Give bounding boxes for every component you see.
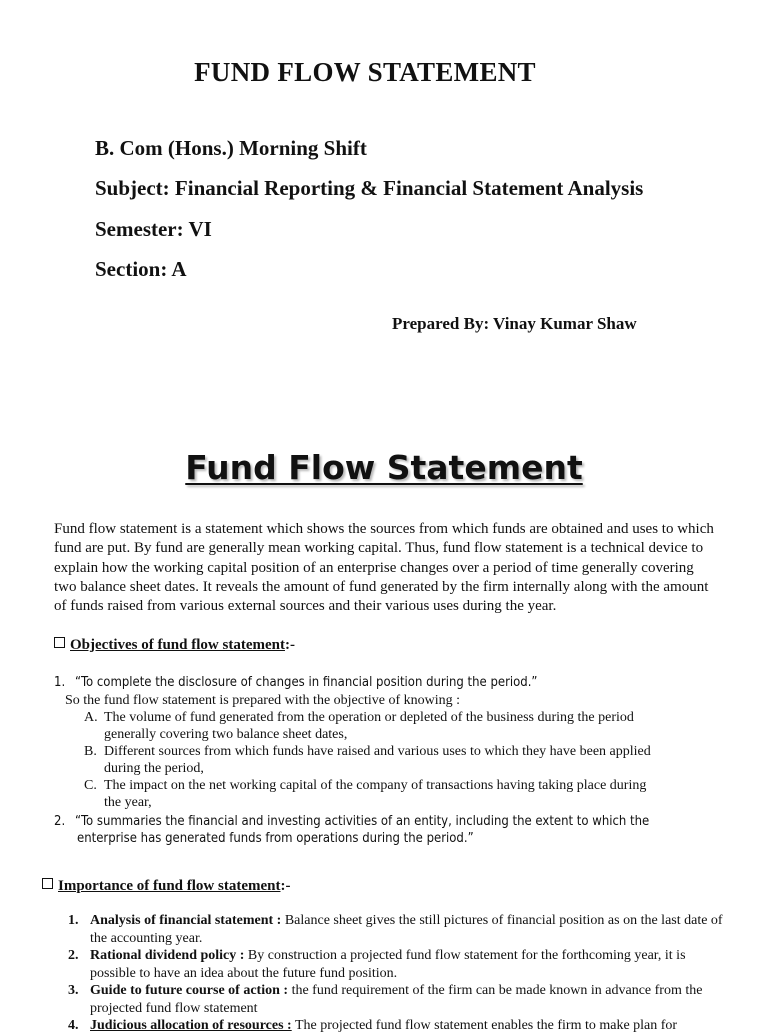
objectives-heading-suffix: :- [284,637,295,653]
objective-intro: So the fund flow statement is prepared with the objective of knowing : [65,693,461,708]
list-item-body: Balance sheet gives the still pictures of financial position as on the last date of the accounting year. [90,913,723,946]
prepared-by: Prepared By: Vinay Kumar Shaw [392,314,637,333]
objective-item-text: The impact on the net working capital of the company of transactions having taking place during [104,778,647,793]
list-item-body: The projected fund flow statement enables the firm to make plan for [291,1018,678,1033]
list-item-text [90,982,728,1017]
importance-heading-text: Importance of fund flow statement [58,878,281,894]
list-item-label: Judicious allocation of resources : [90,1018,292,1033]
importance-list [68,912,728,1035]
list-item-label: Analysis of financial statement : [90,913,282,928]
list-item-number: 1. [68,913,79,928]
list-item-body: the fund requirement of the firm can be made known in advance from the projected fund flow statement [90,983,703,1016]
list-item [68,912,728,947]
objective-item-text: during the period, [104,761,204,776]
objective-item-text: The volume of fund generated from the operation or depleted of the business during the period [104,710,634,725]
objectives-heading-text: Objectives of fund flow statement [70,637,285,653]
checkbox-bullet-icon [42,878,53,889]
semester-line: Semester: VI [95,217,212,241]
intro-paragraph: Fund flow statement is a statement which shows the sources from which funds are obtained and uses to which fund are put. By fund are generally mean working capital. Thus, fund flow statement is a technical device to explain how the working capital position of an enterprise changes over a period of time generally covering two balance sheet dates. It reveals the amount of fund generated by the firm internally along with the amount of funds raised from various external sources and their various uses during the year. [54,521,714,615]
list-item-number: 2. [68,948,79,963]
list-item-text [90,947,728,982]
list-item [68,982,728,1017]
checkbox-bullet-icon [54,637,65,648]
objective-number: 2. [54,814,66,829]
objective-number: 1. [54,675,66,690]
objective-letter: B. [84,744,97,759]
list-item-text [90,1017,677,1035]
objective-item-text: the year, [104,795,152,810]
objective-text: “To summaries the financial and investing activities of an entity, including the extent to which the [75,814,650,829]
objectives-heading [54,637,295,654]
list-item-label: Rational dividend policy : [90,948,245,963]
list-item-number: 3. [68,983,79,998]
importance-heading [42,878,290,895]
section-line: Section: A [95,257,187,281]
importance-heading-suffix: :- [280,878,291,894]
list-item [68,947,728,982]
objective-item-text: generally covering two balance sheet dates, [104,727,348,742]
subject-line: Subject: Financial Reporting & Financial Statement Analysis [95,176,644,200]
list-item-text [90,912,728,947]
objective-item-text: Different sources from which funds have raised and various uses to which they have been applied [104,744,651,759]
objective-letter: C. [84,778,97,793]
list-item-number: 4. [68,1018,79,1033]
document-title: FUND FLOW STATEMENT [194,57,536,87]
list-item-body: By construction a projected fund flow statement for the forthcoming year, it is possible to have an idea about the future fund position. [90,948,686,981]
list-item-label: Guide to future course of action : [90,983,289,998]
objective-text: enterprise has generated funds from operations during the period.” [77,831,474,846]
course-line: B. Com (Hons.) Morning Shift [95,136,367,160]
objective-letter: A. [84,710,98,725]
objective-text: “To complete the disclosure of changes in financial position during the period.” [75,675,538,690]
section-heading: Fund Flow Statement [185,448,583,487]
list-item [68,1017,728,1035]
